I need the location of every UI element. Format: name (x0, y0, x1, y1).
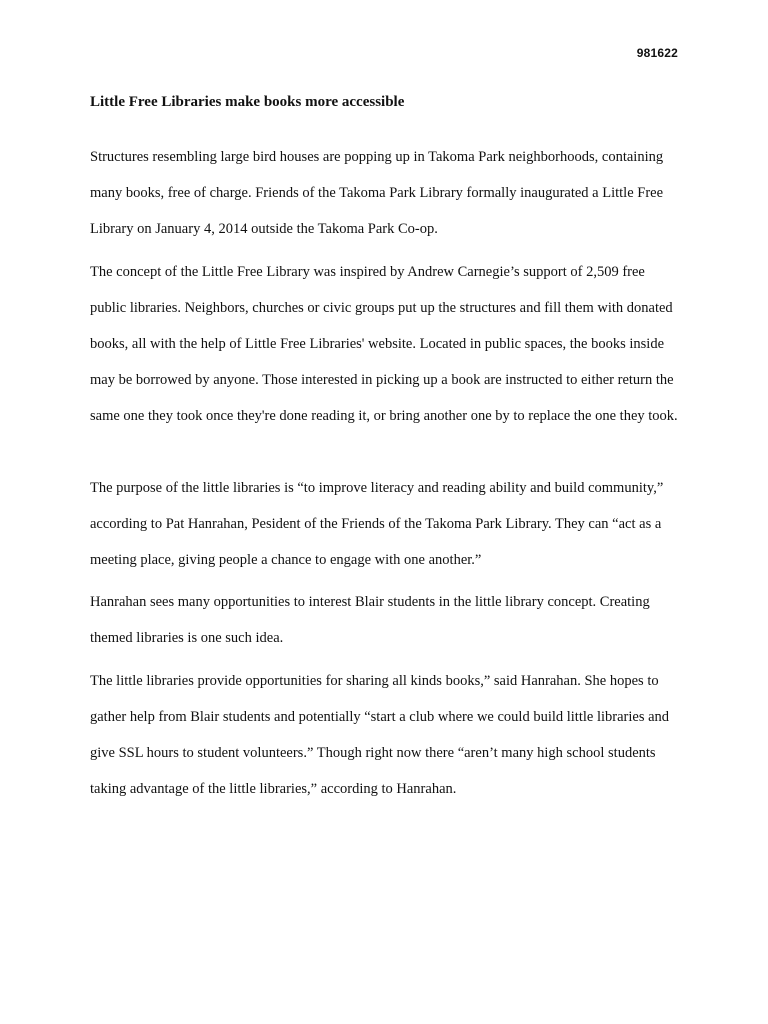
paragraph-purpose: The purpose of the little libraries is “to improve literacy and reading ability and build community,” according to Pat Hanrahan, Pesident of the Friends of the Takoma Park Library. They can “act as a meeting place, giving people a chance to engage with one another.” (90, 479, 664, 569)
paragraph-opportunities: Hanrahan sees many opportunities to interest Blair students in the little library concept. Creating themed libraries is one such idea. (90, 594, 650, 647)
article-title: Little Free Libraries make books more accessible (90, 94, 405, 110)
paragraph-intro: Structures resembling large bird houses are popping up in Takoma Park neighborhoods, containing many books, free of charge. Friends of the Takoma Park Library formally inaugurated a Little Free Library on January 4, 2014 outside the Takoma Park Co-op. (90, 149, 664, 238)
paragraph-sharing: The little libraries provide opportunities for sharing all kinds books,” said Hanrahan. She hopes to gather help from Blair students and potentially “start a club where we could build little libraries and give SSL hours to student volunteers.” Though right now there “aren’t many high school students taking advantage of the little libraries,” according to Hanrahan. (90, 672, 670, 798)
article-body (90, 139, 682, 807)
paragraph-concept: The concept of the Little Free Library was inspired by Andrew Carnegie’s support of 2,509 free public libraries. Neighbors, churches or civic groups put up the structures and fill them with donated books, all with the help of Little Free Libraries' website. Located in public spaces, the books inside may be borrowed by anyone. Those interested in picking up a book are instructed to either return the same one they took once they're done reading it, or bring another one by to replace the one they took. (90, 263, 678, 425)
page-number: 981622 (636, 46, 678, 60)
